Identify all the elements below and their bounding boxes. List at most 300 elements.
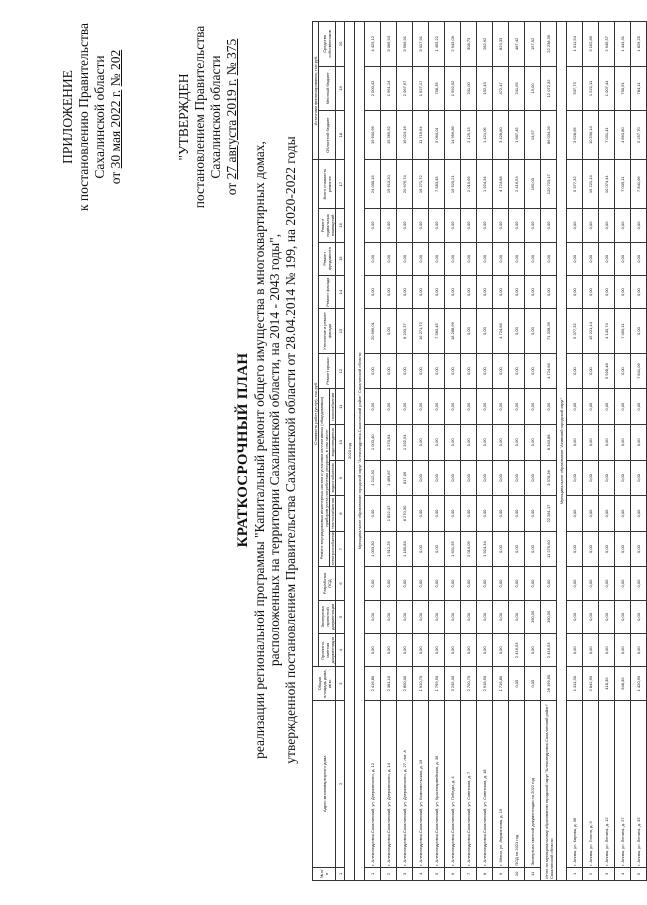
table-cell: 0,00 [429, 496, 445, 532]
table-cell: 0,00 [509, 309, 525, 353]
table-cell: 0,00 [525, 460, 541, 496]
table-cell: 1 212,30 [365, 460, 381, 496]
table-cell: 2 416,53 [509, 634, 525, 667]
table-cell: 0,00 [381, 309, 397, 353]
table-cell: 15 221,14 [583, 160, 599, 209]
table-cell: 0,00 [397, 567, 413, 600]
table-cell: 5 [429, 867, 445, 880]
table-cell: 190,00 [525, 600, 541, 633]
section-row [355, 22, 365, 881]
table-cell: 0,00 [583, 425, 599, 461]
column-number: 5 [336, 600, 345, 633]
table-cell: 0,00 [365, 275, 381, 308]
table-cell: 1 924,34 [477, 160, 493, 209]
table-row [493, 22, 509, 881]
table-cell: 1 332,54 [397, 425, 413, 461]
table-cell: 0,00 [615, 531, 631, 567]
row-address: г. Александровск-Сахалинский, ул. Победы, д. 4 [445, 700, 461, 867]
table-cell: 0,00 [477, 242, 493, 275]
appendix-date-line [108, 17, 124, 217]
table-cell: 0,00 [429, 209, 445, 242]
table-cell: 201,00 [461, 66, 477, 110]
table-cell: 0,00 [461, 353, 477, 389]
table-cell: 817,06 [397, 460, 413, 496]
total-cell: 71 328,39 [541, 309, 557, 353]
header-expertise: Экспертиза проектной документации [319, 600, 336, 633]
column-number: 2 [336, 700, 345, 867]
table-cell: 0,00 [413, 567, 429, 600]
table-cell: 3 [599, 867, 615, 880]
header-regional-budget: Областной бюджет [319, 111, 336, 160]
table-cell: 0,00 [461, 242, 477, 275]
table-cell: 0,00 [493, 209, 509, 242]
table-cell: 2 125,13 [461, 111, 477, 160]
table-cell: 0,00 [525, 496, 541, 532]
table-cell: 5 060,01 [429, 111, 445, 160]
total-row [541, 22, 557, 881]
table-cell: 15 365,52 [381, 111, 397, 160]
appendix-line2: к постановлению Правительства [76, 22, 91, 212]
table-cell: 10 536,14 [583, 111, 599, 160]
table-cell: 0,00 [461, 496, 477, 532]
approved-line1: "УТВЕРЖДЕН [176, 73, 191, 161]
table-cell: 0,00 [477, 634, 493, 667]
table-row [365, 22, 381, 881]
table-row [381, 22, 397, 881]
header-sewerage: водоотведения [330, 425, 336, 461]
table-row [525, 22, 541, 881]
table-cell: 0,00 [567, 567, 583, 600]
table-cell: 418,30 [599, 667, 615, 700]
table-cell: 0,00 [381, 275, 397, 308]
table-cell: 16 271,72 [413, 309, 429, 353]
table-cell: 2 010,09 [461, 160, 477, 209]
table-cell: 0,00 [493, 389, 509, 425]
table-cell: 0,00 [567, 460, 583, 496]
table-cell: 0,00 [397, 389, 413, 425]
column-number: 10 [336, 425, 345, 461]
table-cell: 0,00 [525, 242, 541, 275]
table-cell: 0,00 [599, 389, 615, 425]
table-cell: 0,00 [365, 389, 381, 425]
table-cell: 0,00 [525, 389, 541, 425]
header-facade: Ремонт фасада [319, 275, 336, 308]
table-cell: 0,00 [365, 567, 381, 600]
table-cell: 0,00 [567, 496, 583, 532]
table-cell: 0,00 [461, 567, 477, 600]
table-cell: 0,00 [509, 460, 525, 496]
table-cell: 2 [381, 867, 397, 880]
table-cell: 0,00 [567, 353, 583, 389]
table-cell: 948,30 [615, 667, 631, 700]
column-number: 11 [336, 389, 345, 425]
title-line3: расположенных на территории Сахалинской области, на 2014 - 2043 годы", [267, 233, 282, 667]
table-cell: 8 [477, 867, 493, 880]
table-cell: 7 009,11 [615, 160, 631, 209]
table-cell: 0,00 [509, 531, 525, 567]
column-number: 20 [336, 22, 345, 67]
column-number: 15 [336, 242, 345, 275]
table-cell: 0,00 [509, 275, 525, 308]
table-cell: 2 943,09 [445, 22, 461, 67]
table-cell: 5 257,70 [631, 111, 647, 160]
table-cell: 3 628,65 [567, 111, 583, 160]
table-cell: 1 631,55 [445, 531, 461, 567]
table-cell: 0,00 [583, 275, 599, 308]
table-cell: 13,57 [525, 111, 541, 160]
header-engineering-group: Ремонт внутридомовых инженерных систем и установка коллективных (общедомовых) приборов учета потребления ресурсов, в том числе: [319, 389, 330, 567]
table-cell: 0,00 [567, 425, 583, 461]
table-cell: 19 600,66 [365, 111, 381, 160]
table-cell: 0,00 [381, 209, 397, 242]
table-cell: 0,00 [413, 425, 429, 461]
table-cell: 1 443,31 [615, 22, 631, 67]
table-cell: 0,00 [429, 275, 445, 308]
table-cell: 0,00 [397, 634, 413, 667]
table-cell: 0,00 [525, 667, 541, 700]
table-cell: 0,00 [493, 460, 509, 496]
row-address: г. Александровск-Сахалинский, ул. Дзержинского, д. 12 [365, 700, 381, 867]
row-address: г. Александровск-Сахалинский, ул. Дзержинского, д. 14 [381, 700, 397, 867]
table-cell: 1 687,45 [509, 111, 525, 160]
header-surcharge: Разработка ПСД [319, 567, 336, 600]
table-cell: 0,00 [583, 389, 599, 425]
table-cell: 0,00 [599, 275, 615, 308]
table-cell: 0,00 [493, 425, 509, 461]
section-row [557, 22, 567, 881]
table-cell: 0,00 [461, 275, 477, 308]
table-cell: 0,00 [631, 600, 647, 633]
table-cell: 0,00 [631, 389, 647, 425]
table-cell: 0,00 [381, 242, 397, 275]
table-cell: 24 000,15 [365, 160, 381, 209]
table-cell: 700,91 [615, 66, 631, 110]
table-cell: 0,00 [365, 634, 381, 667]
table-cell: 0,00 [583, 460, 599, 496]
table-cell: 0,00 [599, 567, 615, 600]
table-cell: 1 992,02 [445, 66, 461, 110]
approved-number: № 375 [224, 38, 239, 76]
table-cell: 0,00 [381, 634, 397, 667]
table-cell: 0,00 [445, 209, 461, 242]
title-line1: КРАТКОСРОЧНЫЙ ПЛАН [235, 352, 251, 548]
approved-line3: Сахалинской области [208, 55, 223, 179]
table-cell: 0,00 [445, 634, 461, 667]
table-cell: 0,00 [445, 425, 461, 461]
total-cell: 0,00 [541, 567, 557, 600]
table-cell: 0,00 [525, 275, 541, 308]
table-cell: 0,00 [413, 600, 429, 633]
table-cell: 0,00 [631, 425, 647, 461]
table-cell: 0,00 [615, 353, 631, 389]
column-number: 7 [336, 531, 345, 567]
total-label: Итого по муниципальному образованию городской округ "Александровск-Сахалинский район" Сахалинской области [541, 700, 557, 880]
header-address: Адрес многоквартирного дома [313, 700, 336, 867]
table-cell: 9 [493, 867, 509, 880]
table-cell: 1 822,47 [381, 496, 397, 532]
column-number: 18 [336, 111, 345, 160]
table-cell: 0,00 [445, 496, 461, 532]
table-cell: 0,00 [477, 460, 493, 496]
table-cell: 0,00 [493, 496, 509, 532]
table-cell: 4 [615, 867, 631, 880]
table-cell: 1 910,70 [413, 667, 429, 700]
column-number: 3 [336, 667, 345, 700]
table-row [599, 22, 615, 881]
header-owners-funds: Средства собственников [319, 22, 336, 67]
table-row [631, 22, 647, 881]
table-cell: 0,00 [397, 242, 413, 275]
table-cell: 0,00 [567, 634, 583, 667]
table-cell: 0,00 [477, 209, 493, 242]
table-cell: 10 [509, 867, 525, 880]
column-number: 12 [336, 353, 345, 389]
row-address: г. Александровск-Сахалинский, ул. Комсомольская, д. 19 [413, 700, 429, 867]
table-cell: 0,00 [631, 309, 647, 353]
table-cell: 0,00 [477, 389, 493, 425]
table-cell: 0,00 [381, 567, 397, 600]
table-cell: 8 270,30 [397, 496, 413, 532]
table-cell: 5 928,48 [599, 353, 615, 389]
table-cell: 5 377,32 [567, 160, 583, 209]
table-cell: 0,00 [445, 353, 461, 389]
table-cell: 1 627,17 [413, 66, 429, 110]
table-cell: 192,43 [477, 66, 493, 110]
table-cell: 0,00 [567, 275, 583, 308]
table-cell: 1 007,44 [599, 66, 615, 110]
table-cell: 0,00 [525, 567, 541, 600]
table-cell: 0,00 [381, 353, 397, 389]
table-cell: 0,00 [599, 460, 615, 496]
row-address: г. Александровск-Сахалинский, ул. Советская, д. 18 [477, 700, 493, 867]
appendix-line3: Сахалинской области [92, 55, 107, 179]
table-cell: 0,00 [583, 567, 599, 600]
table-cell: 0,00 [477, 567, 493, 600]
table-cell: 4 863,80 [615, 111, 631, 160]
table-cell: 2 [583, 867, 599, 880]
table-cell: 0,00 [365, 209, 381, 242]
table-cell: 3 245,30 [445, 667, 461, 700]
table-cell: 0,00 [413, 242, 429, 275]
table-cell: 0,00 [445, 460, 461, 496]
table-cell: 241,65 [509, 66, 525, 110]
table-cell: 0,00 [599, 531, 615, 567]
table-cell: 0,00 [413, 460, 429, 496]
column-number: 13 [336, 309, 345, 353]
column-number: 8 [336, 496, 345, 532]
table-cell: 2 918,50 [477, 667, 493, 700]
table-cell: 7 583,45 [429, 160, 445, 209]
table-cell: 0,00 [631, 460, 647, 496]
column-number: 6 [336, 567, 345, 600]
table-cell: 0,00 [381, 600, 397, 633]
table-cell: 5 [631, 867, 647, 880]
table-cell: 1 420,90 [631, 667, 647, 700]
table-cell: 0,00 [583, 209, 599, 242]
table-cell: 4 143,74 [599, 309, 615, 353]
table-cell: 0,00 [615, 425, 631, 461]
table-cell: 2 067,67 [397, 66, 413, 110]
table-cell: 0,00 [615, 275, 631, 308]
table-row [567, 22, 583, 881]
table-cell: 0,00 [413, 389, 429, 425]
table-cell: 0,00 [493, 275, 509, 308]
table-cell: 0,00 [397, 353, 413, 389]
table-cell: 758,35 [429, 66, 445, 110]
table-cell: 0,00 [583, 353, 599, 389]
table-cell: 0,00 [477, 309, 493, 353]
table-cell: 0,00 [509, 353, 525, 389]
table-cell: 0,00 [429, 531, 445, 567]
table-cell: 5 377,32 [567, 309, 583, 353]
table-cell: 11 [525, 867, 541, 880]
table-cell: 0,00 [397, 600, 413, 633]
table-cell: 0,00 [615, 634, 631, 667]
table-cell: 487,42 [509, 22, 525, 67]
table-cell: 0,00 [365, 353, 381, 389]
column-number: 1 [336, 867, 345, 880]
table-cell: 0,00 [445, 567, 461, 600]
table-cell: 0,00 [615, 600, 631, 633]
table-cell: 0,00 [477, 600, 493, 633]
table-row [461, 22, 477, 881]
table-cell: 0,00 [599, 496, 615, 532]
header-basement: Ремонт подвальных помещений [319, 209, 336, 242]
table-cell: 0,00 [493, 634, 509, 667]
total-cell: 12 072,32 [541, 66, 557, 110]
table-cell: 0,00 [477, 275, 493, 308]
table-row [445, 22, 461, 881]
title-line4: утвержденной постановлением Правительства Сахалинской области от 28.04.2014 № 199, на 2020-2022 годы [282, 136, 298, 764]
table-cell: 1 180,83 [397, 531, 413, 567]
table-cell: 0,00 [413, 634, 429, 667]
table-cell: 0,00 [429, 353, 445, 389]
table-cell: 7 009,11 [615, 309, 631, 353]
table-cell: 1 411,30 [567, 667, 583, 700]
table-cell: 0,00 [525, 531, 541, 567]
table-cell: 0,00 [429, 242, 445, 275]
table-row [429, 22, 445, 881]
table-cell: 0,00 [365, 242, 381, 275]
row-address: г. Александровск-Сахалинский, ул. Советская, д. 7 [461, 700, 477, 867]
row-address: Экспертиза сметной документации на 2022 год [525, 700, 541, 867]
table-cell: 472,47 [493, 66, 509, 110]
table-cell: 0,00 [599, 600, 615, 633]
table-cell: 7 841,06 [631, 160, 647, 209]
total-cell: 26 199,60 [541, 667, 557, 700]
table-cell: 1 769,50 [429, 667, 445, 700]
table-cell: 0,00 [461, 460, 477, 496]
year-row [345, 22, 355, 881]
table-cell: 0,00 [493, 600, 509, 633]
table-cell: 0,00 [567, 209, 583, 242]
table-cell: 3 [397, 867, 413, 880]
row-address: ПСД на 2021 год [509, 700, 525, 867]
table-cell: 0,00 [583, 496, 599, 532]
table-cell: 0,00 [493, 353, 509, 389]
table-cell: 0,00 [599, 634, 615, 667]
table-cell: 0,00 [445, 389, 461, 425]
total-cell: 0,00 [541, 209, 557, 242]
column-number: 4 [336, 634, 345, 667]
table-cell: 14 956,89 [445, 111, 461, 160]
table-cell: 0,00 [615, 567, 631, 600]
table-cell: 18 288,66 [445, 309, 461, 353]
row-address: г. Александровск-Сахалинский, ул. Дзержинского, д. 27, лит. А [397, 700, 413, 867]
table-cell: 0,00 [413, 496, 429, 532]
table-cell: 2 945,57 [599, 22, 615, 67]
table-cell: 3 162,89 [583, 22, 599, 67]
table-cell: 0,00 [493, 567, 509, 600]
section-title: Муниципальное образование городской округ "Александровск-Сахалинский район" Сахалинской области [355, 22, 365, 881]
table-cell: 0,00 [429, 460, 445, 496]
table-cell: 0,00 [429, 567, 445, 600]
table-cell: 4 425,12 [365, 22, 381, 67]
table-cell: 1 [365, 867, 381, 880]
total-cell: 22 281,17 [541, 496, 557, 532]
header-number: № п/п [313, 867, 336, 880]
table-cell: 0,00 [509, 496, 525, 532]
table-cell: 3 906,91 [397, 22, 413, 67]
table-cell: 0,00 [477, 353, 493, 389]
table-cell: 0,00 [509, 242, 525, 275]
table-cell: 19 920,21 [445, 160, 461, 209]
row-address: г. Анива, ул. Ленина, д. 12 [599, 700, 615, 867]
table-cell: 2 416,53 [509, 160, 525, 209]
table-cell: 308,73 [461, 22, 477, 67]
table-cell: 0,00 [583, 600, 599, 633]
table-cell: 0,00 [567, 531, 583, 567]
header-gas: газоснабжения [330, 389, 336, 425]
table-cell: 19 613,20 [381, 160, 397, 209]
table-cell: 1 961,14 [381, 66, 397, 110]
table-cell: 0,00 [583, 531, 599, 567]
table-cell: 0,00 [567, 242, 583, 275]
table-cell: 0,00 [509, 425, 525, 461]
total-cell: 11 275,60 [541, 531, 557, 567]
appendix-line1: ПРИЛОЖЕНИЕ [60, 70, 75, 164]
table-cell: 0,00 [615, 242, 631, 275]
table-cell: 15 221,14 [583, 309, 599, 353]
table-cell: 2 000,42 [365, 66, 381, 110]
table-cell: 2 010,09 [461, 531, 477, 567]
table-cell: 2 700,70 [461, 667, 477, 700]
table-row [509, 22, 525, 881]
table-cell: 10 074,41 [599, 160, 615, 209]
table-cell: 1 421,06 [477, 111, 493, 160]
table-cell: 0,00 [413, 353, 429, 389]
table-cell: 282,62 [477, 22, 493, 67]
table-cell: 0,00 [461, 209, 477, 242]
total-cell: 4 724,68 [541, 353, 557, 389]
header-local-budget: Местный бюджет [319, 66, 336, 110]
header-insulation: Утепление и ремонт фасада [319, 309, 336, 353]
table-cell: 7 031,41 [599, 111, 615, 160]
table-cell: 0,00 [461, 389, 477, 425]
year-label: 2020 год [345, 22, 355, 881]
table-cell: 1 270,64 [381, 425, 397, 461]
table-cell: 1 716,80 [493, 667, 509, 700]
table-cell: 0,00 [493, 242, 509, 275]
table-cell: 19,00 [525, 66, 541, 110]
row-address: г. Анива, ул. Ленина, д. 32 [631, 700, 647, 867]
table-cell: 0,00 [477, 496, 493, 532]
table-cell: 0,00 [525, 353, 541, 389]
header-hot-water: водоснабжения [330, 460, 336, 496]
table-cell: 537,73 [567, 66, 583, 110]
total-cell: 120 723,17 [541, 160, 557, 209]
table-cell: 190,00 [525, 160, 541, 209]
